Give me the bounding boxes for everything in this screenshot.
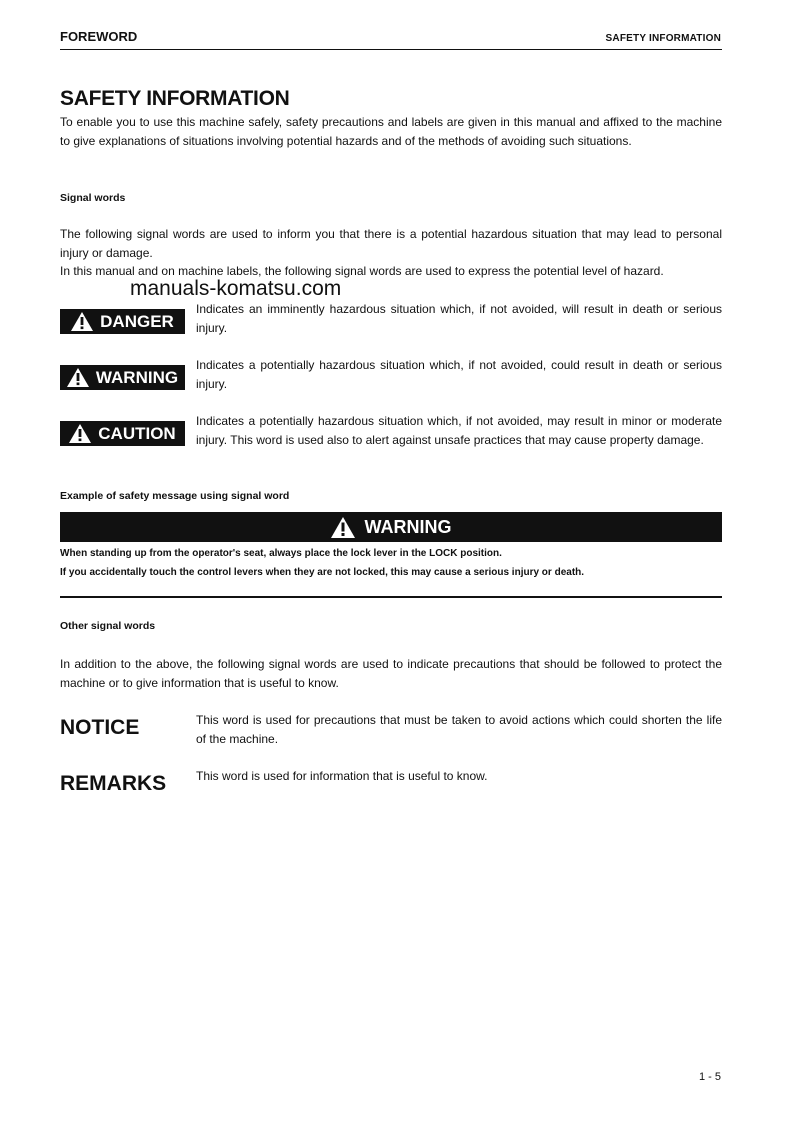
header-divider	[60, 49, 722, 50]
danger-label-text: DANGER	[100, 311, 174, 331]
warning-triangle-icon	[71, 312, 93, 331]
danger-description: Indicates an imminently hazardous situation which, if not avoided, will result in death or serious injury.	[196, 302, 722, 335]
watermark-text: manuals-komatsu.com	[130, 277, 342, 300]
warning-label	[60, 365, 185, 390]
example-banner-text: WARNING	[364, 516, 452, 537]
danger-label	[60, 309, 185, 334]
page-title: SAFETY INFORMATION	[60, 87, 290, 110]
example-heading: Example of safety message using signal word	[60, 490, 290, 502]
caution-label-text: CAUTION	[98, 423, 176, 443]
page-number: 1 - 5	[698, 1071, 721, 1083]
remarks-label: REMARKS	[60, 772, 167, 795]
section-divider	[60, 596, 722, 598]
signal-words-paragraph: The following signal words are used to inform you that there is a potential hazardous situation that may lead to personal injury or damage.	[60, 227, 722, 260]
example-warning-banner	[60, 512, 722, 542]
caution-label	[60, 421, 185, 446]
warning-triangle-icon	[67, 368, 89, 387]
other-signal-words-heading: Other signal words	[60, 620, 156, 632]
notice-label: NOTICE	[60, 716, 140, 739]
header-section-title: FOREWORD	[60, 29, 138, 44]
caution-description: Indicates a potentially hazardous situation which, if not avoided, may result in minor or moderate injury. This word is used also to alert against unsafe practices that may cause property damage.	[196, 414, 722, 447]
warning-triangle-icon	[331, 517, 355, 538]
intro-paragraph: To enable you to use this machine safely, safety precautions and labels are given in this manual and affixed to the machine to give explanations of situations involving potential hazards and of the methods of avoiding such situations.	[60, 115, 722, 148]
signal-words-heading: Signal words	[60, 192, 126, 204]
warning-label-text: WARNING	[95, 367, 179, 387]
warning-triangle-icon	[69, 424, 91, 443]
other-signal-words-paragraph: In addition to the above, the following signal words are used to indicate precautions that should be followed to protect the machine or to give information that is useful to know.	[60, 657, 722, 690]
warning-description: Indicates a potentially hazardous situation which, if not avoided, could result in death or serious injury.	[196, 358, 722, 391]
remarks-description: This word is used for information that is useful to know.	[196, 769, 488, 783]
example-message-line-1: When standing up from the operator's seat, always place the lock lever in the LOCK position.	[60, 548, 502, 559]
notice-description: This word is used for precautions that must be taken to avoid actions which could shorten the life of the machine.	[196, 713, 722, 746]
signal-words-paragraph-2: In this manual and on machine labels, the following signal words are used to express the potential level of hazard.	[60, 264, 664, 278]
header-page-title: SAFETY INFORMATION	[605, 33, 721, 44]
example-message-line-2: If you accidentally touch the control levers when they are not locked, this may cause a serious injury or death.	[60, 567, 585, 578]
